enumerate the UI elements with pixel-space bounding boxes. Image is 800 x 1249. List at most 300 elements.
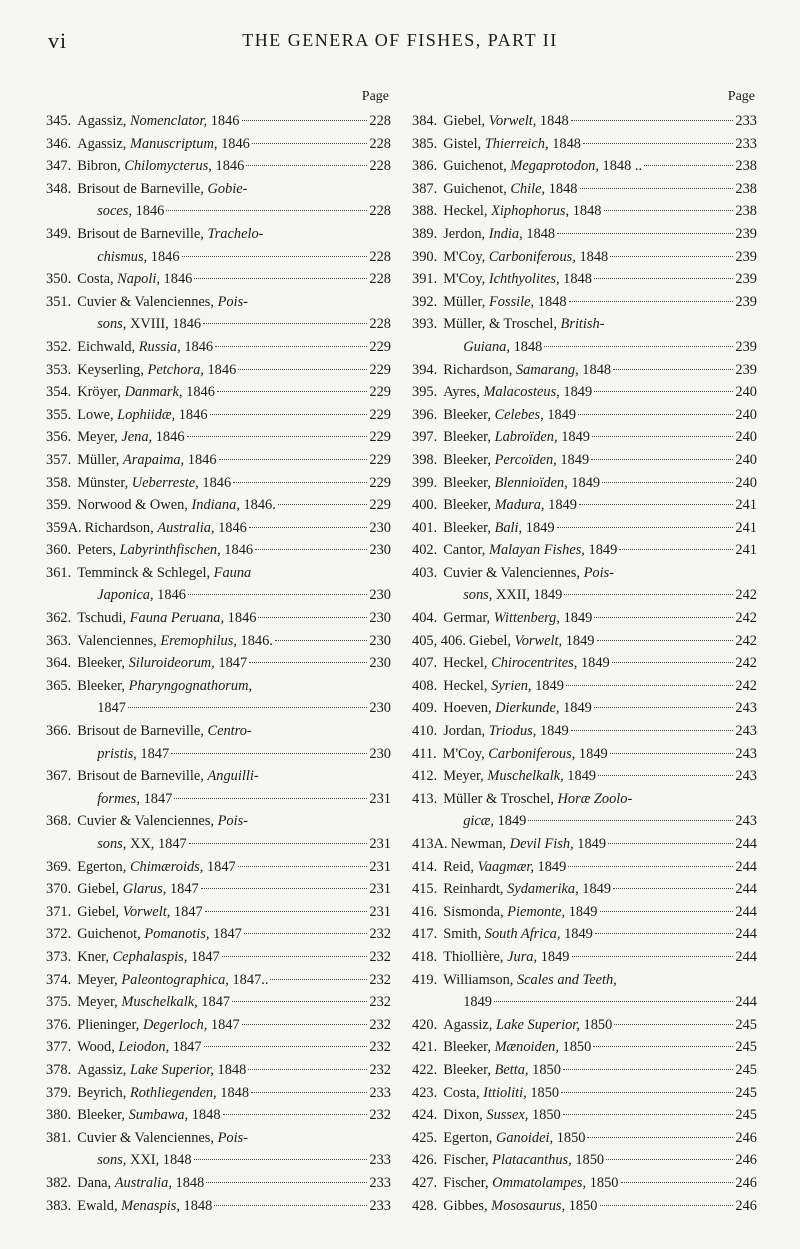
entry-text: 1847 [203,858,236,875]
entry-title: British- [560,316,605,333]
entry-title: Lake Superior, [129,1061,214,1078]
entry-title: Madura, [494,497,545,514]
index-entry [46,517,391,540]
entry-line [77,720,391,743]
entry-number: 347. [46,158,72,175]
entry-title: Pharyngognathorum, [128,677,253,694]
entry-text: Bleeker, [443,497,495,514]
entry-number: 410. [412,723,438,740]
index-entry [46,336,391,359]
entry-line [77,1014,391,1037]
index-entry [412,268,757,291]
entry-text: Agassiz, [77,1061,130,1078]
entry-text: Giebel, [468,632,515,649]
entry-number: 378. [46,1061,72,1078]
entry-text: Guichenot, [443,158,511,175]
entry-page: 240 [735,474,757,491]
entry-text: 1846 [147,248,180,265]
entry-number: 346. [46,135,72,152]
entry-number: 351. [46,293,72,310]
entry-number: 402. [412,542,438,559]
entry-text: 1849 [578,881,612,898]
entry-list [412,110,757,1217]
entry-text: 1848 [548,135,581,152]
entry-number: 413. [412,790,438,807]
entry-line [77,1036,391,1059]
entry-text: 1849 [557,429,590,446]
entry-text: Bleeker, [443,1039,495,1056]
entry-page: 239 [735,271,757,288]
entry-line [443,991,757,1014]
entry-number: 386. [412,158,438,175]
entry-number: 387. [412,180,438,197]
index-entry [46,1172,391,1195]
entry-line [77,1127,391,1150]
entry-number: 422. [412,1061,438,1078]
entry-text: Meyer, [77,994,122,1011]
entry-text: 1849 [522,519,555,536]
entry-title: Labyrinthfischen, [119,542,221,559]
entry-page: 228 [369,135,391,152]
entry-text: Tschudi, [77,610,130,627]
entry-title: Indiana, [191,497,240,514]
entry-line [443,1195,757,1218]
dot-leader [194,278,367,279]
entry-text: Bleeker, [443,451,495,468]
entry-line [443,449,757,472]
entry-page: 244 [735,948,757,965]
entry-number: 393. [412,316,438,333]
entry-text: 1849 [463,994,492,1011]
running-title: THE GENERA OF FISHES, PART II [242,30,558,50]
entry-title: Platacanthus, [492,1152,572,1169]
entry-title: Rothliegenden, [129,1084,217,1101]
entry-text: Bleeker, [443,474,495,491]
entry-text: 1847 [136,745,170,762]
dot-leader [613,369,733,370]
entry-number: 409. [412,700,438,717]
entry-page: 246 [735,1129,757,1146]
entry-text: Bibron, [77,158,125,175]
entry-text: Peters, [77,542,120,559]
index-entry [412,969,757,1014]
entry-line [443,856,757,879]
index-entry [46,1059,391,1082]
entry-text: Meyer, [77,971,122,988]
entry-page: 239 [735,361,757,378]
index-entry [46,946,391,969]
entry-number: 353. [46,361,72,378]
entry-title: Trachelo- [207,225,264,242]
dot-leader [569,301,734,302]
dot-leader [600,911,734,912]
entry-text: Fischer, [443,1174,493,1191]
entry-page: 228 [369,113,391,129]
dot-leader [571,730,734,731]
index-entry [46,268,391,291]
entry-text: Müller, & Troschel, [443,316,561,333]
entry-line [443,268,757,291]
entry-line [77,178,391,201]
entry-line [443,878,757,901]
entry-number: 376. [46,1016,72,1033]
entry-number: 365. [46,677,72,694]
entry-text: Wood, [77,1039,119,1056]
entry-text: Meyer, [77,429,122,446]
entry-title: Australia, [157,519,215,536]
index-entry [412,404,757,427]
entry-page: 238 [735,180,757,197]
entry-title: Muschelkalk, [121,994,198,1011]
entry-text: Costa, [443,1084,484,1101]
entry-title: Thierreich, [484,135,549,152]
entry-text: 1850 [571,1152,605,1169]
entry-text: Agassiz, [77,135,130,152]
index-entry [46,969,391,992]
entry-text: XXII, 1849 [492,587,563,604]
entry-number: 394. [412,361,438,378]
index-entry [412,1149,757,1172]
entry-text: 1847 [214,655,248,672]
index-entry [46,562,391,607]
dot-leader [233,482,367,483]
entry-title: Ueberreste, [131,474,199,491]
index-entry [46,178,391,223]
entry-title: Sussex, [486,1107,529,1124]
index-entry [412,562,757,607]
index-entry [412,200,757,223]
entry-title: gicæ, [463,813,494,830]
entry-title: Eremophilus, [160,632,237,649]
entry-line [77,856,391,879]
entry-title: Jura, [507,948,538,965]
entry-text: Kröyer, [77,384,125,401]
entry-text: 1849 [560,926,593,943]
entry-number: 424. [412,1107,438,1124]
entry-title: Russia, [138,338,181,355]
entry-title: Nomenclator, [129,113,208,129]
entry-page: 233 [369,1152,391,1169]
entry-text: M'Coy, [443,248,489,265]
entry-title: Japonica, [97,587,154,604]
entry-title: India, [488,225,523,242]
dot-leader [171,753,367,754]
entry-title: Sydamerika, [507,881,579,898]
entry-page: 246 [735,1174,757,1191]
entry-text: 1849 [531,677,564,694]
entry-number: 354. [46,384,72,401]
index-entry [412,1014,757,1037]
entry-title: Jena, [121,429,153,446]
entry-page: 246 [735,1197,757,1214]
dot-leader [252,143,368,144]
dot-leader [203,323,367,324]
entry-line [77,878,391,901]
entry-page: 228 [369,158,391,175]
entry-line [443,426,757,449]
entry-text: 1847 [170,903,203,920]
entry-title: Blennioïden, [494,474,568,491]
entry-title: Degerloch, [142,1016,208,1033]
entry-text: XXI, 1848 [126,1152,192,1169]
entry-line [77,1172,391,1195]
entry-number: 385. [412,135,438,152]
index-entry [412,901,757,924]
entry-title: Chile, [510,180,546,197]
dot-leader [610,753,734,754]
entry-page: 231 [369,790,391,807]
dot-leader [597,640,734,641]
dot-leader [564,594,733,595]
index-entry [412,743,757,766]
entry-text: 1847 [187,948,220,965]
entry-title: Ganoidei, [495,1129,554,1146]
entry-title: Cephalaspis, [112,948,188,965]
entry-text: 1846 [152,429,185,446]
entry-line [77,155,391,178]
entry-text: Münster, [77,474,132,491]
entry-text: 1847 [197,994,231,1011]
entry-page: 245 [735,1084,757,1101]
entry-number: 388. [412,203,438,220]
dot-leader [583,143,733,144]
entry-number: 420. [412,1016,438,1033]
entry-title: chismus, [97,248,148,265]
dot-leader [238,369,367,370]
entry-title: Chilomycterus, [124,158,212,175]
dot-leader [249,662,367,663]
entry-page: 228 [369,203,391,220]
entry-title: Celebes, [494,406,544,423]
entry-number: 358. [46,474,72,491]
entry-page: 244 [735,836,757,852]
entry-page: 232 [369,1061,391,1078]
entry-text: Giebel, [77,881,123,898]
index-entry [412,133,757,156]
entry-title: Pois- [217,293,248,310]
index-entry [412,1082,757,1105]
entry-line [443,155,757,178]
index-entry [412,1059,757,1082]
right-column [412,88,757,1217]
entry-line [77,313,391,336]
entry-number: 369. [46,858,72,875]
entry-text: 1848 [171,1174,205,1191]
dot-leader [587,1137,733,1138]
entry-text: 1848 [545,180,578,197]
entry-number: 379. [46,1084,72,1101]
page-number: vi [48,28,68,53]
entry-title: Malayan Fishes, [488,542,585,559]
entry-page: 243 [735,745,757,762]
entry-page: 239 [735,293,757,310]
entry-title: Menaspis, [121,1197,180,1214]
entry-line [443,1127,757,1150]
entry-line [443,178,757,201]
entry-line [443,246,757,269]
index-entry [412,313,757,358]
entry-title: Fauna [213,564,252,581]
entry-title: sons, [97,1152,127,1169]
entry-page: 229 [369,338,391,355]
entry-line [77,472,391,495]
index-entry [46,1104,391,1127]
entry-page: 238 [735,158,757,175]
dot-leader [238,866,368,867]
entry-number: 400. [412,497,438,514]
dot-leader [578,414,733,415]
dot-leader [621,1182,734,1183]
entry-text: 1849 [584,542,618,559]
entry-text: 1849 [573,836,607,852]
entry-text: Egerton, [77,858,130,875]
entry-line [77,991,391,1014]
entry-line [77,110,391,133]
entry-page: 232 [369,1039,391,1056]
entry-title: Mososaurus, [491,1197,566,1214]
dot-leader [594,391,733,392]
index-entry [412,472,757,495]
entry-text: 1847 [207,1016,240,1033]
entry-text: Müller, [77,451,123,468]
entry-text: Eichwald, [77,338,139,355]
dot-leader [249,527,368,528]
entry-page: 241 [735,497,757,514]
dot-leader [270,979,367,980]
dot-leader [204,1046,368,1047]
column-heading: Page [727,89,755,104]
entry-page: 245 [735,1039,757,1056]
entry-page: 229 [369,451,391,468]
index-entry [412,946,757,969]
entry-title: Muschelkalk, [487,768,564,785]
entry-number: 408. [412,677,438,694]
entry-text: Giebel, [77,903,123,920]
entry-line [443,1014,757,1037]
entry-number: 401. [412,519,438,536]
entry-page: 229 [369,474,391,491]
index-entry [412,246,757,269]
dot-leader [206,1182,367,1183]
entry-page: 230 [369,655,391,672]
entry-text: Kner, [77,948,113,965]
entry-text: Dana, [77,1174,115,1191]
entry-text: 1848 [559,271,592,288]
entry-text: 1849 [537,948,570,965]
index-entry [46,1195,391,1218]
index-entry [412,1127,757,1150]
dot-leader [580,188,734,189]
entry-title: Siluroideorum, [128,655,215,672]
entry-text: Brisout de Barneville, [77,768,208,785]
entry-text: 1847 [139,790,173,807]
entry-number: 416. [412,903,438,920]
dot-leader [594,617,733,618]
entry-number: 380. [46,1107,72,1124]
entry-number: 389. [412,225,438,242]
index-entry [412,110,757,133]
entry-title: South Africa, [484,926,561,943]
entry-number: 417. [412,926,438,943]
dot-leader [278,504,368,505]
entry-text: XVIII, 1846 [126,316,202,333]
entry-number: 395. [412,384,438,401]
entry-text: Beyrich, [77,1084,130,1101]
entry-text: Temminck & Schlegel, [77,564,214,581]
index-entry [46,110,391,133]
entry-text: 1849 [559,384,593,401]
entry-number: 428. [412,1197,438,1214]
entry-page: 230 [369,745,391,762]
entry-page: 233 [735,135,757,152]
entry-title: Pomanotis, [144,926,210,943]
entry-page: 243 [735,723,757,740]
entry-page: 242 [735,632,757,649]
entry-page: 232 [369,948,391,965]
entry-line [443,765,757,788]
dot-leader [182,256,368,257]
entry-title: Betta, [494,1061,529,1078]
entry-title: Vorwelt, [122,903,171,920]
entry-title: Danmark, [124,384,183,401]
entry-text: Reinhardt, [443,881,508,898]
entry-text: Richardson, [84,519,158,536]
entry-number: 411. [412,745,437,762]
entry-text: 1846. [239,497,276,514]
entry-title: Vorwelt, [514,632,563,649]
entry-page: 232 [369,1016,391,1033]
entry-line [443,110,757,133]
entry-line [77,133,391,156]
entry-page: 233 [369,1084,391,1101]
entry-title: Triodus, [488,723,537,740]
entry-title: Malacosteus, [483,384,560,401]
entry-title: Guiana, [463,338,510,355]
dot-leader [223,1114,368,1115]
page-header [0,28,800,58]
entry-line [77,200,391,223]
entry-page: 230 [369,632,391,649]
entry-line [443,1036,757,1059]
entry-line [443,1059,757,1082]
dot-leader [600,1205,734,1206]
entry-line [77,946,391,969]
dot-leader [606,1159,733,1160]
dot-leader [572,956,734,957]
index-entry [412,697,757,720]
entry-number: 345. [46,113,72,129]
dot-leader [544,346,733,347]
entry-line [77,1149,391,1172]
dot-leader [593,1046,733,1047]
dot-leader [591,459,733,460]
entry-number: 366. [46,723,72,740]
entry-line [77,449,391,472]
entry-number: 399. [412,474,438,491]
entry-text: Guichenot, [77,926,145,943]
entry-number: 355. [46,406,72,423]
dot-leader [613,888,733,889]
index-entry [46,155,391,178]
index-entry [412,359,757,382]
entry-number: 427. [412,1174,438,1191]
dot-leader [219,459,368,460]
entry-text: 1850 [553,1129,586,1146]
entry-text: 1848 [509,338,543,355]
entry-line [77,246,391,269]
entry-text: 1846 [217,135,250,152]
index-entry [412,607,757,630]
